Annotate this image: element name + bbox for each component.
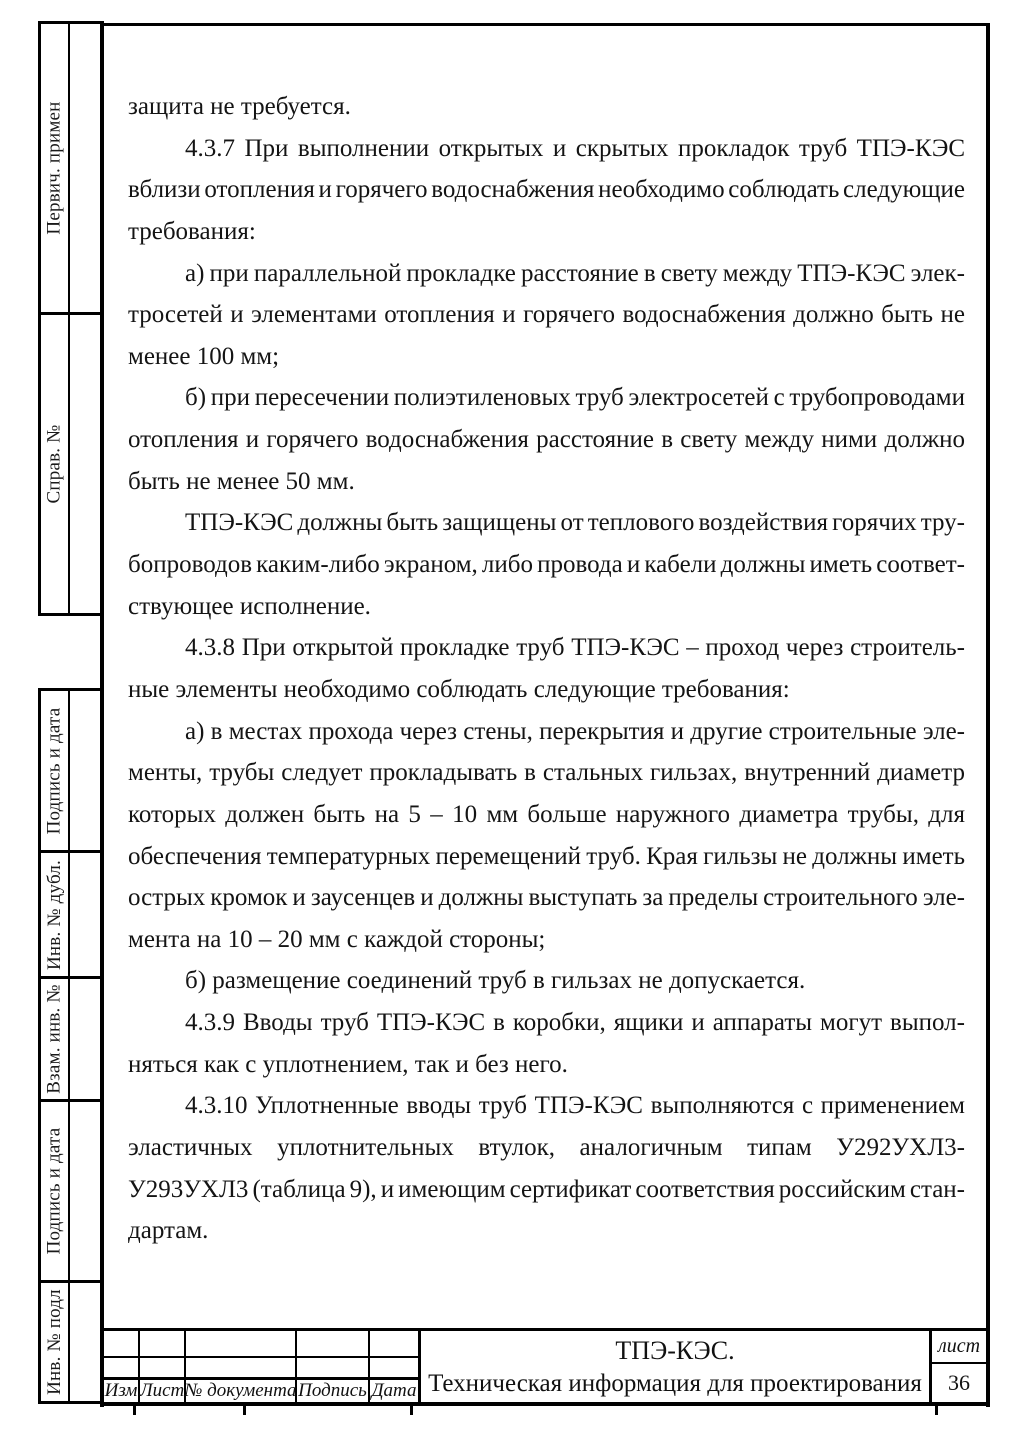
sidebar-box-inv-no-dubl: [38, 850, 104, 979]
sidebar-label: Подпись и дата: [43, 1127, 65, 1255]
sidebar-box-inv-no-podl: [38, 1280, 104, 1404]
revision-row-empty-1: [104, 1331, 418, 1358]
text-line: ные элементы необходимо соблюдать следующие требования:: [128, 675, 790, 703]
text-line: отопления и горячего водоснабжения расстояние в свету между ними должно: [128, 426, 965, 454]
text-line: тросетей и элементами отопления и горячего водоснабжения должно быть не: [128, 301, 965, 329]
sidebar-box-podpis-data-2: [38, 1099, 104, 1283]
revision-table: [104, 1331, 421, 1402]
text-line: менты, трубы следует прокладывать в стальных гильзах, внутренний диаметр: [128, 759, 965, 787]
text-line: б) при пересечении полиэтиленовых труб электросетей с трубопроводами: [185, 384, 965, 412]
sidebar-label: Первич. примен: [43, 101, 65, 235]
sidebar-label: Справ. №: [43, 424, 65, 504]
title-block: [104, 1328, 986, 1406]
text-line: ствующее исполнение.: [128, 592, 371, 620]
frame-stub: [133, 1406, 136, 1415]
sidebar-box-podpis-data-1: [38, 688, 104, 853]
frame-stub: [243, 1406, 246, 1415]
sidebar-label-cell: [41, 691, 70, 850]
sidebar-value-cell: [70, 853, 101, 976]
sidebar-value-cell: [70, 1283, 101, 1401]
text-line: 4.3.7 При выполнении открытых и скрытых прокладок труб ТПЭ-КЭС: [185, 134, 965, 162]
text-line: которых должен быть на 5 – 10 мм больше наружного диаметра трубы, для: [128, 800, 965, 828]
text-line: обеспечения температурных перемещений труб. Края гильзы не должны иметь: [128, 842, 965, 870]
sidebar-value-cell: [70, 691, 101, 850]
sheet-label: лист: [932, 1331, 986, 1364]
document-title-cell: [421, 1331, 932, 1402]
sidebar-label: Подпись и дата: [43, 707, 65, 834]
text-line: 4.3.8 При открытой прокладке труб ТПЭ-КЭС – проход через строитель-: [185, 634, 965, 662]
text-line: 4.3.9 Вводы труб ТПЭ-КЭС в коробки, ящики и аппараты могут выпол-: [185, 1009, 965, 1037]
text-line: быть не менее 50 мм.: [128, 467, 355, 495]
revision-header-row: [104, 1380, 418, 1402]
sidebar-value-cell: [70, 24, 101, 312]
text-line: а) при параллельной прокладке расстояние в свету между ТПЭ-КЭС элек-: [185, 259, 965, 287]
sidebar-label-cell: [41, 1283, 70, 1401]
sidebar-label: Инв. № подл: [43, 1289, 65, 1395]
text-line: защита не требуется.: [128, 93, 351, 120]
sidebar-label-cell: [41, 1102, 70, 1280]
text-line: мента на 10 – 20 мм с каждой стороны;: [128, 925, 546, 953]
sidebar-label-cell: [41, 24, 70, 312]
sidebar-value-cell: [70, 1102, 101, 1280]
sidebar-box-pervich-primen: [38, 21, 104, 315]
text-line: эластичных уплотнительных втулок, аналогичным типам У292УХЛ3-: [128, 1134, 965, 1162]
col-no-dokumenta: № документа: [184, 1380, 297, 1401]
text-line: няться как с уплотнением, так и без него.: [128, 1050, 568, 1078]
document-title-line1: ТПЭ-КЭС.: [615, 1335, 735, 1365]
sidebar-value-cell: [70, 315, 101, 613]
text-line: острых кромок и заусенцев и должны выступать за пределы строительного эле-: [128, 884, 965, 912]
sheet-cell: [932, 1331, 986, 1402]
document-title-line2: Техническая информация для проектирования: [428, 1369, 922, 1397]
body-text: [128, 86, 965, 1252]
sheet-number: 36: [948, 1370, 970, 1395]
sidebar-value-cell: [70, 979, 101, 1099]
sidebar-label: Инв. № дубл.: [43, 859, 65, 970]
col-list: Лист: [139, 1380, 185, 1401]
col-izm: Изм: [104, 1380, 140, 1402]
sidebar-label-cell: [41, 979, 70, 1099]
text-line: вблизи отопления и горячего водоснабжения необходимо соблюдать следующие: [128, 176, 965, 204]
revision-row-empty-2: [104, 1358, 418, 1380]
sidebar-box-sprav-no: [38, 312, 104, 616]
text-line: требования:: [128, 217, 256, 245]
sidebar-label-cell: [41, 315, 70, 613]
col-data: Дата: [371, 1380, 417, 1401]
text-line: бопроводов каким-либо экраном, либо провода и кабели должны иметь соответ-: [128, 551, 965, 579]
sidebar-label-cell: [41, 853, 70, 976]
col-podpis: Подпись: [297, 1380, 370, 1402]
text-line: 4.3.10 Уплотненные вводы труб ТПЭ-КЭС выполняются с применением: [185, 1092, 965, 1120]
text-line: У293УХЛ3 (таблица 9), и имеющим сертификат соответствия российским стан-: [128, 1175, 965, 1203]
text-line: а) в местах прохода через стены, перекрытия и другие строительные эле-: [185, 717, 965, 745]
sidebar-box-vzam-inv-no: [38, 976, 104, 1102]
frame-stub: [410, 1406, 413, 1415]
frame-stub: [935, 1406, 938, 1415]
text-line: дартам.: [128, 1217, 209, 1245]
text-line: ТПЭ-КЭС должны быть защищены от теплового воздействия горячих тру-: [185, 509, 965, 537]
sidebar-label: Взам. инв. №: [43, 984, 65, 1094]
text-line: менее 100 мм;: [128, 342, 280, 370]
text-line: б) размещение соединений труб в гильзах не допускается.: [185, 967, 806, 995]
